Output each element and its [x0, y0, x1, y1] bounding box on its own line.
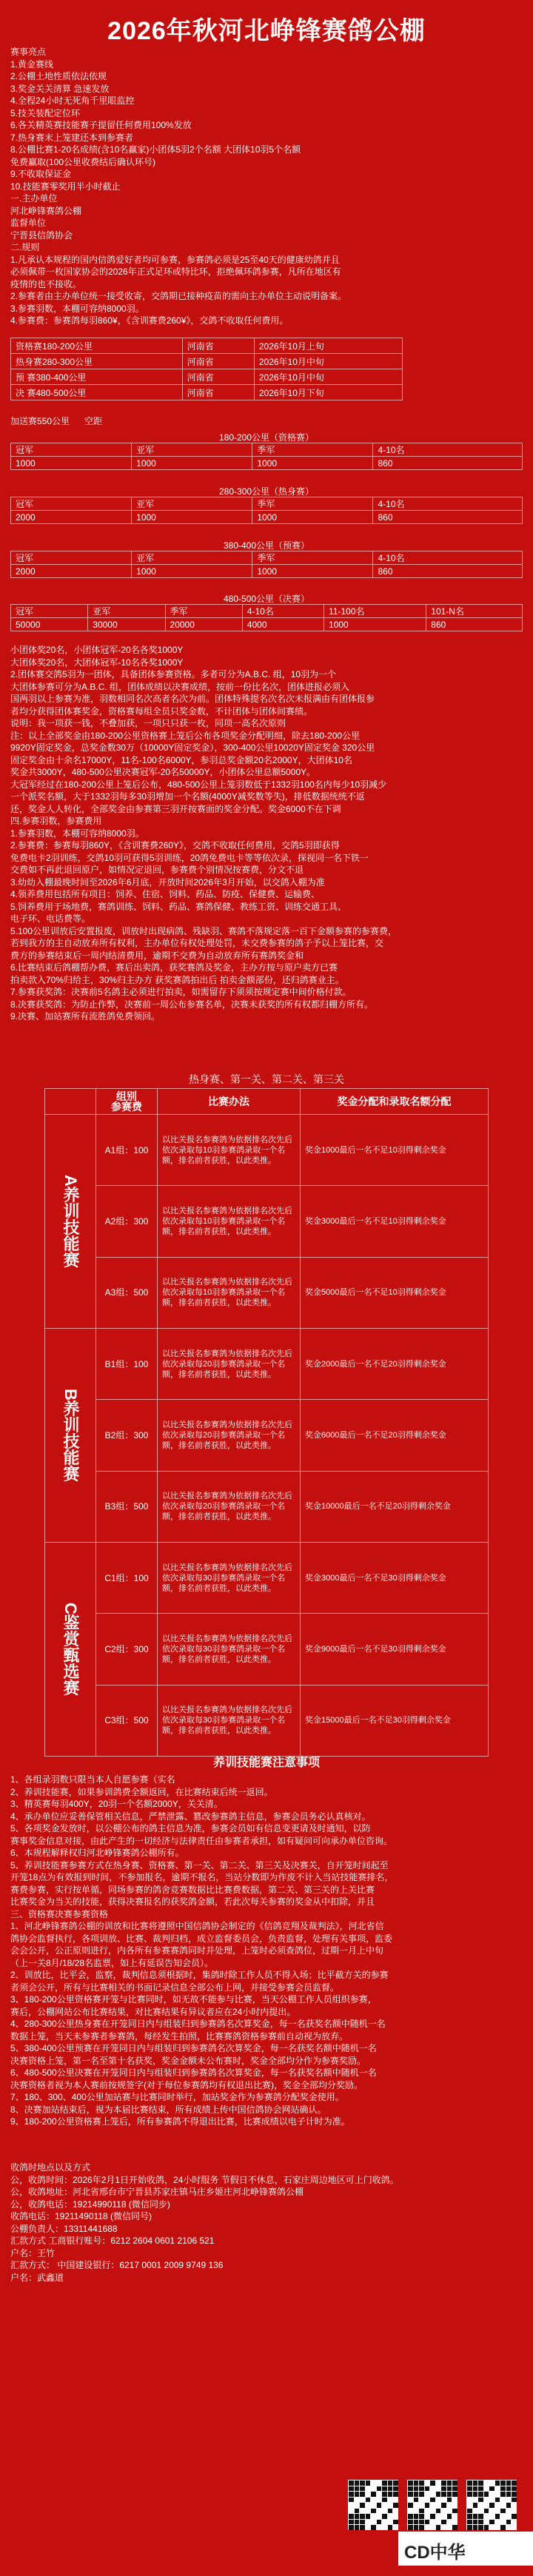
- page-title: 2026年秋河北峥锋赛鸽公棚: [107, 17, 426, 45]
- qr-module: [478, 2486, 483, 2492]
- qr-module: [377, 2503, 382, 2508]
- payment-line: 户名：王竹: [10, 2247, 56, 2258]
- prize-text: 奖金3000最后一名不足10羽得剩余奖金: [301, 1186, 489, 1257]
- body-line: 说明：我一项获一钱，不叠加获，一项只只获一枚，同项一高名次原则: [10, 718, 286, 728]
- qr-module: [414, 2481, 419, 2486]
- qr-module: [473, 2514, 478, 2519]
- qr-module: [408, 2514, 413, 2519]
- qr-module: [388, 2492, 393, 2497]
- body-line: 交费如不再此退回原户，如情况定退回，参赛费个别情况按赛费，分文不退: [10, 865, 304, 875]
- notes-heading: 养训技能赛注意事项: [212, 1757, 320, 1769]
- qr-module: [447, 2498, 452, 2503]
- group-name: A养训技能赛: [45, 1115, 96, 1329]
- qr-module: [355, 2509, 360, 2514]
- body-line: 1.参赛羽数，本棚可容纳8000羽。: [10, 828, 144, 839]
- highlight-item: 7.热身赛末上笼建还本到参赛者: [10, 132, 134, 143]
- rule-item: 必须佩带一枚国家协会的2026年正式足环或特比环，拒绝佩环鸽参赛，凡所在地区有: [10, 266, 341, 277]
- highlights-section: [10, 46, 523, 327]
- race-table: 冠军 亚军 季军 4-10名 2000 1000 1000 860: [10, 497, 523, 524]
- rule-text: 以比关报名参赛鸽为依据排名次先后依次录取每20羽参赛鸽录取一个名额，排名前者获胜，以此类推。: [158, 1329, 301, 1400]
- qr-module: [355, 2520, 360, 2525]
- qr-module: [467, 2514, 472, 2519]
- table-row: [45, 1329, 489, 1400]
- watermark: CD中华: [398, 2532, 533, 2566]
- note-line: 鸽协会监督执行，各项训放、比赛、裁判归档，成立监督委员会，负责监督，处理有关事项，监委: [10, 1933, 393, 1944]
- qr-module: [419, 2520, 424, 2525]
- body-line: 免费电卡2羽训练，交鸽10羽可获得5羽训练，20鸽免费电卡等等依次录，探视同一名下铁一: [10, 852, 369, 863]
- qr-module: [360, 2520, 365, 2525]
- qr-module: [512, 2498, 517, 2503]
- qr-module: [393, 2520, 398, 2525]
- qr-module: [371, 2509, 376, 2514]
- note-line: 三、资格赛决赛参赛资格: [10, 1908, 109, 1919]
- qr-code: [407, 2480, 457, 2530]
- qr-module: [512, 2514, 517, 2519]
- note-line: 开笼18点为有效报到时间，不参加报名，逾期不报名，当站分数即为作废不计入当站技能赛排名，: [10, 1872, 394, 1882]
- qr-module: [478, 2514, 483, 2519]
- schedule-table: [10, 338, 403, 400]
- qr-module: [419, 2514, 424, 2519]
- body-line: 9920Y固定奖金，总奖金数30万（10000Y固定奖金），300-400公里10020Y固定奖金 320公里: [10, 742, 375, 753]
- highlight-item: 5.技关装配定位环: [10, 107, 81, 118]
- note-line: 2、养训技能赛，如果参训鸽费全额返回，在比赛结束后统一返回。: [10, 1786, 273, 1797]
- fee-note: 加送赛550公里 空距: [10, 416, 103, 426]
- qr-module: [441, 2481, 446, 2486]
- qr-module: [506, 2486, 512, 2492]
- payment-line: 公，收鸽时间：2026年2月1日开始收鸽，24小时服务 节假日不休息，石家庄周边地区可上门收鸽。: [10, 2174, 399, 2185]
- prize-text: 奖金10000最后一名不足20羽得剩余奖金: [301, 1471, 489, 1542]
- rule-text: 以比关报名参赛鸽为依据排名次先后依次录取每30羽参赛鸽录取一个名额，排名前者获胜，以此类推。: [158, 1614, 301, 1685]
- qr-module: [478, 2525, 483, 2530]
- highlight-item: 9.不收取保证金: [10, 169, 72, 179]
- skill-header-sub: 组别 参赛费: [96, 1089, 158, 1115]
- body-line: 7.参赛获奖鸽：决赛前5名鸽主必须进行拍卖，如需留存下须须按规定赛中间价格付款。: [10, 987, 352, 997]
- highlight-item: 10.技能赛零奖用半小时截止: [10, 181, 121, 192]
- body-line: 3.幼幼入棚最晚时间至2026年6月底，开放时间2026年3月开始，以交鸽入棚为准: [10, 876, 325, 888]
- note-line: 赛事奖金信息对接，由此产生的一切经济与法律责任由参赛者承担，如有疑问可向承办单位咨询。: [10, 1835, 393, 1846]
- skill-title: 热身赛、第一关、第二关、第三关: [189, 1073, 344, 1085]
- qr-module: [360, 2492, 365, 2497]
- table-row: [45, 1543, 489, 1614]
- payment-line: 收鸽电话：19211490118 (微信同号): [10, 2211, 152, 2221]
- body-line: 拍卖款入70%归给主，30%归主办方 获奖赛鸽拍出后 拍卖金额部份，还归鸽赛业主。: [10, 974, 344, 985]
- subgroup: C1组：100: [96, 1543, 158, 1614]
- body-line: 注：以上全部奖金由180-200公里资格赛上笼后公布各项奖金分配明细，除去180-200公里: [10, 730, 361, 741]
- qr-module: [473, 2481, 478, 2486]
- qr-module: [419, 2481, 424, 2486]
- subgroup: B3组：500: [96, 1471, 158, 1542]
- rule-item: 疫情的也不接收。: [10, 278, 82, 289]
- qr-module: [371, 2492, 376, 2497]
- table-row: 热身赛280-300公里 河南省 2026年10月中旬: [11, 354, 403, 369]
- subgroup: B2组：300: [96, 1400, 158, 1471]
- qr-module: [360, 2514, 365, 2519]
- payment-section: [10, 2161, 523, 2284]
- note-line: 9、180-200公里资格赛上笼后，所有参赛鸽不得退出比赛，比赛成绩以电子计时为准。: [10, 2116, 350, 2127]
- subgroup: C3组：500: [96, 1685, 158, 1756]
- qr-module: [484, 2525, 489, 2530]
- race-label: 380-400公里（预赛）: [223, 540, 310, 551]
- qr-module: [349, 2492, 354, 2497]
- qr-module: [489, 2503, 495, 2508]
- body-line: 4.领养费用包括所有项目：饲养、住宿、饲料、药品、防疫、保健费、运输费、: [10, 889, 321, 899]
- rule-text: 以比关报名参赛鸽为依据排名次先后依次录取每10羽参赛鸽录取一个名额，排名前者获胜，以此类推。: [158, 1115, 301, 1186]
- qr-module: [425, 2520, 430, 2525]
- qr-module: [500, 2492, 506, 2497]
- qr-module: [506, 2503, 512, 2508]
- highlight-item: 4.全程24小时无死角千里眼监控: [10, 95, 135, 106]
- note-line: 5、380-400公里预赛在开笼同日内与组装归到参赛鸽名次算奖金，每一名获奖名额中随机一名: [10, 2043, 377, 2053]
- qr-module: [500, 2486, 506, 2492]
- body-line: 2.参赛费：参赛每羽860Y，《含训赛费260Y》，交鸽不收取任何费用，交鸽5羽即获得: [10, 840, 340, 851]
- body-line: 5.饲养费用于场地费，赛鸽训练、饲料、药品、赛鸽保健、教练工资、训练交通工具、: [10, 901, 347, 912]
- org-item: 一.主办单位: [10, 193, 58, 204]
- payment-line: 汇款方式： 中国建设银行：6217 0001 2009 9749 136: [10, 2260, 224, 2270]
- qr-module: [447, 2486, 452, 2492]
- qr-code: [348, 2480, 398, 2530]
- race-label: 180-200公里（资格赛）: [218, 432, 315, 443]
- highlight-item: 6.各关精英赛技能赛子提留任何费用100%发放: [10, 120, 192, 130]
- group-name: B养训技能赛: [45, 1329, 96, 1543]
- body-line: 2.团体赛交鸽5羽为一团体，具备团体参赛资格。多者可分为A.B.C. 组，10羽为一个: [10, 669, 337, 680]
- qr-module: [382, 2492, 387, 2497]
- qr-module: [506, 2520, 512, 2525]
- note-line: 决赛资格上笼，第一名至第十名获奖，奖金金额未公布赛时，奖金全部均分作为参赛奖励。: [10, 2055, 366, 2066]
- body-line: 8.决赛获奖鸽：为防止作弊，决赛前一周公布参赛名单，决赛未获奖的所有权都归棚方所有。: [10, 999, 374, 1010]
- body-line: 大团体参赛可分为A.B.C. 组，团体成绩以决赛成绩，按前一份比名次，团体进报必须入: [10, 681, 350, 692]
- note-line: 数据上笼，当天未参赛者参赛鸽，每经发生拍照，比赛赛鸽资格参赛前自动视为放弃。: [10, 2030, 349, 2042]
- qr-module: [360, 2486, 365, 2492]
- prize-text: 奖金1000最后一名不足10羽得剩余奖金: [301, 1115, 489, 1186]
- qr-module: [366, 2514, 371, 2519]
- race-label: 280-300公里（热身赛）: [218, 486, 315, 497]
- note-line: 3、精英赛每羽400Y，20羽一个名额2000Y，关关清。: [10, 1799, 223, 1809]
- qr-module: [478, 2481, 483, 2486]
- note-line: 6、本规程解释权归河北峥锋赛鸽公棚所有。: [10, 1848, 184, 1858]
- prize-text: 奖金15000最后一名不足30羽得剩余奖金: [301, 1685, 489, 1756]
- body-line: 6.比赛结束后鸽棚帮办费，赛后出卖鸽，获奖赛鸽及奖金，主办方按与原户卖方已赛: [10, 962, 338, 973]
- qr-module: [473, 2520, 478, 2525]
- qr-module: [414, 2525, 419, 2530]
- qr-module: [408, 2503, 413, 2508]
- qr-module: [467, 2481, 472, 2486]
- skill-header-group: [45, 1089, 96, 1115]
- qr-module: [393, 2492, 398, 2497]
- subgroup: A3组：500: [96, 1257, 158, 1328]
- qr-module: [478, 2492, 483, 2497]
- rule-item: 4.参赛费：参赛鸽每羽860¥，《含训赛费260¥》，交鸽不收取任何费用。: [10, 315, 289, 326]
- table-row: [45, 1685, 489, 1756]
- qr-module: [382, 2486, 387, 2492]
- qr-module: [349, 2498, 354, 2503]
- qr-module: [506, 2492, 512, 2497]
- qr-module: [388, 2481, 393, 2486]
- body-line: 大冠军经过在180-200公里上笼后公布，480-500公里上笼羽数低于1332羽100名内每少10羽减少: [10, 779, 387, 790]
- qr-module: [419, 2492, 424, 2497]
- qr-module: [377, 2486, 382, 2492]
- qr-module: [500, 2509, 506, 2514]
- qr-module: [377, 2520, 382, 2525]
- qr-module: [408, 2486, 413, 2492]
- qr-module: [430, 2514, 435, 2519]
- qr-module: [388, 2509, 393, 2514]
- payment-line: 汇款方式 工商银行账号：6212 2604 0601 2106 521: [10, 2235, 215, 2246]
- subgroup: A2组：300: [96, 1186, 158, 1257]
- qr-module: [489, 2486, 495, 2492]
- org-item: 宁晋县信鸽协会: [10, 229, 73, 241]
- qr-module: [512, 2486, 517, 2492]
- qr-module: [441, 2486, 446, 2492]
- note-line: 6、480-500公里决赛在开笼同日内与组装归到参赛鸽名次算奖金，每一名获奖名额中随机一名: [10, 2067, 377, 2078]
- note-line: 5、养训技能赛参赛方式在热身赛、资格赛、第一关、第二关、第三关及决赛关，自开笼时间起至: [10, 1859, 389, 1871]
- qr-module: [408, 2492, 413, 2497]
- qr-module: [452, 2492, 457, 2497]
- qr-module: [473, 2525, 478, 2530]
- qr-module: [452, 2525, 457, 2530]
- prize-text: 奖金6000最后一名不足20羽得剩余奖金: [301, 1400, 489, 1471]
- body-line: 一个派奖名额，大于1332羽每多30羽增加一个名额(4000Y减奖数等失)，排低数据统统不返: [10, 791, 365, 802]
- rule-item: 1.凡承认本规程的国内信鸽爱好者均可参赛，参赛鸽必须是25至40天的健康幼鸽并且: [10, 254, 340, 265]
- qr-module: [467, 2486, 472, 2492]
- note-line: 4、承办单位应妥善保管相关信息，严禁泄露、篡改参赛鸽主信息，参赛会员务必认真核对。: [10, 1811, 371, 1822]
- qr-module: [484, 2509, 489, 2514]
- qr-module: [349, 2486, 354, 2492]
- qr-module: [393, 2486, 398, 2492]
- qr-module: [355, 2486, 360, 2492]
- qr-module: [360, 2525, 365, 2530]
- qr-module: [478, 2498, 483, 2503]
- qr-module: [452, 2509, 457, 2514]
- race-table: 冠军 亚军 季军 4-10名 2000 1000 1000 860: [10, 551, 523, 578]
- qr-module: [414, 2486, 419, 2492]
- qr-module: [436, 2492, 441, 2497]
- qr-module: [408, 2525, 413, 2530]
- table-row: [45, 1115, 489, 1186]
- qr-module: [388, 2525, 393, 2530]
- note-line: 会会公开，公正原则进行，内各所有参赛赛鸽同时并处理，上笼时必须查鸽位，过期一月上中旬: [10, 1945, 384, 1956]
- payment-line: 公，收鸽地址：河北省邢台市宁晋县苏家庄镇马庄乡姬庄河北峥锋赛鸽公棚: [10, 2187, 304, 2197]
- notes-section: [10, 1774, 523, 2128]
- prize-text: 奖金2000最后一名不足20羽得剩余奖金: [301, 1329, 489, 1400]
- qr-module: [382, 2498, 387, 2503]
- table-row: [45, 1257, 489, 1328]
- prize-text: 奖金3000最后一名不足30羽得剩余奖金: [301, 1543, 489, 1614]
- qr-module: [436, 2525, 441, 2530]
- qr-module: [355, 2481, 360, 2486]
- qr-module: [436, 2509, 441, 2514]
- note-line: 7、180、300、400公里加站赛与比赛同时举行，加站奖金作为参赛鸽分配奖金使用。: [10, 2092, 344, 2102]
- table-row: [45, 1186, 489, 1257]
- qr-module: [441, 2520, 446, 2525]
- qr-module: [414, 2492, 419, 2497]
- body-line: 奖金共3000Y，480-500公里决赛冠军-20名50000Y，小团体公里总额5000Y。: [10, 767, 316, 777]
- qr-module: [355, 2525, 360, 2530]
- note-line: 5、各项奖金发放时，以公棚公布的鸽主信息为准，参赛会员如有信息变更请及时通知，以防: [10, 1823, 371, 1834]
- highlights-heading: 赛事亮点: [10, 47, 47, 57]
- body-section: [10, 644, 523, 1023]
- prize-text: 奖金5000最后一名不足10羽得剩余奖金: [301, 1257, 489, 1328]
- body-line: 固定奖金由十余名17000Y，11名-100名6000Y，参羽总奖金额20名2000Y，大团体10名: [10, 754, 352, 765]
- qr-module: [414, 2498, 419, 2503]
- highlight-item: 2.公棚土地性质依法依规: [10, 71, 107, 81]
- qr-module: [349, 2525, 354, 2530]
- qr-module: [447, 2492, 452, 2497]
- rules-heading: 二.规则: [10, 242, 40, 252]
- race-table: 冠军 亚军 季军 4-10名 1000 1000 1000 860: [10, 443, 523, 470]
- table-row: [45, 1400, 489, 1471]
- qr-code: [466, 2480, 517, 2530]
- qr-module: [349, 2481, 354, 2486]
- qr-module: [419, 2525, 424, 2530]
- qr-module: [408, 2481, 413, 2486]
- subgroup: C2组：300: [96, 1614, 158, 1685]
- note-line: 赛后，公棚网站公布比赛结果，对比赛结果有异议者应在24小时内提出。: [10, 2006, 296, 2017]
- qr-module: [360, 2503, 365, 2508]
- body-line: 5.100公里训放后安置报废，训放时出现病鸽、残缺羽、赛鸽不落规定落一百下金额参赛的参赛费，: [10, 925, 398, 936]
- org-item: 监督单位: [10, 218, 47, 228]
- payment-line: 公棚负责人：13311441688: [10, 2223, 118, 2234]
- note-line: 3、180-200公里资格赛开笼与比赛同时，如无故不能参与比赛，当天公棚工作人员组织参赛，: [10, 1994, 377, 2005]
- qr-module: [349, 2514, 354, 2519]
- qr-module: [419, 2509, 424, 2514]
- skill-header-rule: 比赛办法: [158, 1089, 301, 1115]
- table-row: 资格赛180-200公里 河南省 2026年10月上旬: [11, 338, 403, 354]
- skill-header-prize: 奖金分配和录取名额分配: [301, 1089, 489, 1115]
- qr-module: [382, 2481, 387, 2486]
- note-line: 2、训放比，比平会，监察，裁判信息须根据时，集鸽时除工作人员不得入场；比平截方关的参赛: [10, 1970, 389, 1980]
- rule-item: 2.参赛者由主办单位统一接受收寄，交鸽期已接种疫苗的需向主办单位主动说明备案。: [10, 291, 347, 301]
- payment-line: 公，收鸽电话：19214990118 (微信同步): [10, 2198, 170, 2210]
- qr-module: [495, 2514, 500, 2519]
- qr-module: [452, 2481, 457, 2486]
- note-line: 决赛资格者视为本人赛前按规签字(对于每位参赛鸽均有权退出比赛)，奖金全部均分奖励。: [10, 2079, 363, 2090]
- body-line: 还，奖金人人转化，全部奖金由参赛第三羽开按赛面的奖金分配。奖金6000不在下调: [10, 803, 341, 814]
- body-line: 国两羽以上参赛为准，羽数相同名次高者名次为前。团体特殊提名次名次未报满由有团体报参: [10, 694, 375, 704]
- qr-module: [366, 2498, 371, 2503]
- qr-module: [441, 2503, 446, 2508]
- qr-module: [500, 2481, 506, 2486]
- qr-module: [388, 2486, 393, 2492]
- subgroup: A1组：100: [96, 1115, 158, 1186]
- rule-text: 以比关报名参赛鸽为依据排名次先后依次录取每20羽参赛鸽录取一个名额，排名前者获胜，以此类推。: [158, 1400, 301, 1471]
- qr-module: [473, 2503, 478, 2508]
- payment-line: 户名：武鑫道: [10, 2272, 64, 2283]
- group-name: C鉴赏甄选赛: [45, 1543, 96, 1757]
- table-row: 决 赛480-500公里 河南省 2026年10月下旬: [11, 385, 403, 400]
- body-line: 若到我方的主自动放弃所有权利，主办单位有权处理处罚，未交费参赛的鸽子予以上笼比赛，交: [10, 938, 384, 948]
- payment-heading: 收鸽时地点以及方式: [10, 2162, 91, 2173]
- final-race-table: 冠军 亚军 季军 4-10名 11-100名 101-N名 50000 30000 20000 4000 1000 860: [10, 604, 523, 631]
- qr-module: [441, 2492, 446, 2497]
- qr-module: [447, 2481, 452, 2486]
- skill-table: [44, 1088, 489, 1757]
- rule-text: 以比关报名参赛鸽为依据排名次先后依次录取每10羽参赛鸽录取一个名额，排名前者获胜，以此类推。: [158, 1186, 301, 1257]
- highlight-item: 1.黄金赛线: [10, 58, 54, 70]
- body-line: 费方的参赛结束后一周内结清费用，逾期不交费为自动放弃所有赛鸽奖金和: [10, 950, 304, 961]
- qr-module: [512, 2481, 517, 2486]
- subgroup: B1组：100: [96, 1329, 158, 1400]
- qr-module: [495, 2498, 500, 2503]
- body-line: 者均分获得团体赛奖金，资格赛每组全员只奖金数，不计团体与团体间赛绩。: [10, 705, 313, 717]
- qr-module: [512, 2492, 517, 2497]
- qr-module: [393, 2481, 398, 2486]
- qr-module: [467, 2509, 472, 2514]
- note-line: 1、各组录羽数只限当本人自愿参赛（实名: [10, 1774, 175, 1785]
- highlight-item: 3.奖金关关清算 急速发放: [10, 83, 110, 94]
- qr-module: [371, 2525, 376, 2530]
- qr-module: [419, 2486, 424, 2492]
- note-line: 比赛奖金为当关的技能，获得决赛报名的获奖鸽金额，若此次每关参赛的奖金从中扣除，并且: [10, 1896, 375, 1907]
- qr-module: [473, 2492, 478, 2497]
- qr-module: [393, 2503, 398, 2508]
- qr-module: [447, 2514, 452, 2519]
- qr-module: [473, 2486, 478, 2492]
- qr-module: [489, 2520, 495, 2525]
- note-line: 4、280-300公里热身赛在开笼同日内与组装归到参赛鸽名次算奖金，每一名获奖名额中随机一名: [10, 2019, 386, 2029]
- note-line: 8、决赛加站结束后，视为本届比赛结束，所有成绩上传中国信鸽协会网站确认。: [10, 2104, 326, 2115]
- note-line: （上一关8月/18/28名监票，如上有延误告知会员）。: [10, 1957, 214, 1968]
- highlight-item: 免费赢取(100公里收费结后确认环号): [10, 156, 156, 167]
- qr-module: [425, 2486, 430, 2492]
- qr-module: [495, 2481, 500, 2486]
- qr-module: [430, 2481, 435, 2486]
- qr-module: [366, 2481, 371, 2486]
- body-line: 大团体奖20名，大团体冠军-10名各奖1000Y: [10, 657, 184, 668]
- qr-module: [414, 2514, 419, 2519]
- race-label: 480-500公里（决赛）: [223, 594, 310, 604]
- qr-module: [467, 2525, 472, 2530]
- qr-module: [414, 2520, 419, 2525]
- qr-module: [506, 2481, 512, 2486]
- qr-module: [452, 2486, 457, 2492]
- qr-module: [478, 2520, 483, 2525]
- note-line: 赛费参赛，实行按单循，同场参赛的鸽舍竞赛数据比比赛费数据，第二关、第三关的上关比赛: [10, 1884, 375, 1895]
- note-line: 1、河北峥锋赛鸽公棚的训放和比赛将遵照中国信鸽协会制定的《信鸽竞翔及裁判法》，河北省信: [10, 1921, 384, 1931]
- rule-text: 以比关报名参赛鸽为依据排名次先后依次录取每20羽参赛鸽录取一个名额，排名前者获胜，以此类推。: [158, 1471, 301, 1542]
- qr-module: [467, 2520, 472, 2525]
- rule-text: 以比关报名参赛鸽为依据排名次先后依次录取每30羽参赛鸽录取一个名额，排名前者获胜，以此类推。: [158, 1685, 301, 1756]
- rule-text: 以比关报名参赛鸽为依据排名次先后依次录取每30羽参赛鸽录取一个名额，排名前者获胜，以此类推。: [158, 1543, 301, 1614]
- qr-module: [484, 2492, 489, 2497]
- qr-module: [430, 2498, 435, 2503]
- qr-module: [408, 2520, 413, 2525]
- highlight-item: 8.公棚比赛1-20名成绩(含10名赢家)小团体5羽2个名额 大团体10羽5个名额: [10, 144, 301, 155]
- prize-text: 奖金9000最后一名不足30羽得剩余奖金: [301, 1614, 489, 1685]
- body-line: 四.参赛羽数，参赛费用: [10, 816, 102, 826]
- qr-module: [349, 2520, 354, 2525]
- table-row: [45, 1614, 489, 1685]
- qr-module: [382, 2514, 387, 2519]
- rule-item: 3.参赛羽数，本棚可容纳8000羽。: [10, 303, 144, 314]
- qr-module: [500, 2525, 506, 2530]
- note-line: 者须会公开，所有与比赛相关的书面记录信息全部公布上网，并接受参赛会员监督。: [10, 1982, 340, 1993]
- org-item: 河北峥锋赛鸽公棚: [10, 205, 82, 216]
- table-row: 预 赛380-400公里 河南省 2026年10月中旬: [11, 369, 403, 385]
- qr-module: [355, 2514, 360, 2519]
- rule-text: 以比关报名参赛鸽为依据排名次先后依次录取每10羽参赛鸽录取一个名额，排名前者获胜，以此类推。: [158, 1257, 301, 1328]
- qr-module: [355, 2492, 360, 2497]
- qr-module: [425, 2503, 430, 2508]
- qr-module: [467, 2492, 472, 2497]
- table-row: [45, 1471, 489, 1542]
- body-line: 电子环、电话费等。: [10, 913, 91, 924]
- body-line: 小团体奖20名，小团体冠军-20名各奖1000Y: [10, 645, 184, 655]
- body-line: 9.决赛、加站赛所有流胜鸽免费领回。: [10, 1011, 161, 1022]
- qr-module: [360, 2481, 365, 2486]
